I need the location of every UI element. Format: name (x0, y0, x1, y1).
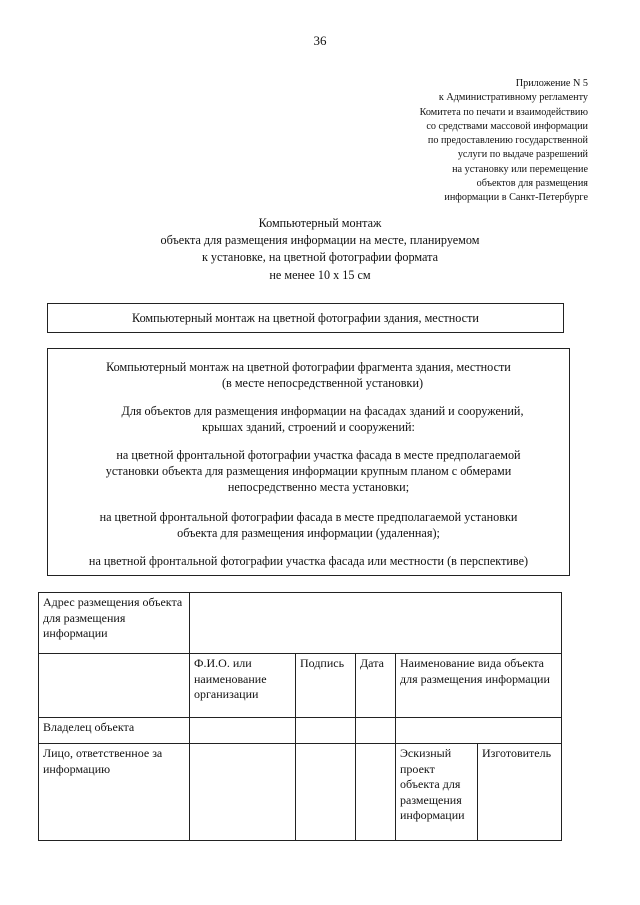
box-line: крышах зданий, строений и сооружений: (202, 420, 415, 434)
box-line: на цветной фронтальной фотографии участка фасада или местности (в перспективе) (88, 554, 529, 568)
heading-line: к установке, на цветной фотографии формата (201, 250, 439, 265)
sketch-project-label: Эскизный проект объекта для размещения информации (396, 744, 478, 841)
owner-info-table (38, 592, 562, 841)
table-row (39, 654, 562, 718)
address-label: Адрес размещения объекта для размещения информации (39, 593, 190, 654)
box-line: на цветной фронтальной фотографии участка фасада в месте предполагаемой (116, 448, 521, 462)
appendix-line: Комитета по печати и взаимодействию (419, 106, 588, 118)
box-line: объекта для размещения информации (удаленная); (177, 526, 440, 540)
appendix-line: информации в Санкт-Петербурге (444, 192, 588, 204)
owner-fio-cell[interactable] (190, 718, 296, 744)
responsible-date-cell[interactable] (356, 744, 396, 841)
signature-header: Подпись (296, 654, 356, 718)
document-heading (0, 215, 640, 284)
box-line: непосредственно места установки; (227, 480, 410, 494)
date-header: Дата (356, 654, 396, 718)
manufacturer-label: Изготовитель (478, 744, 562, 841)
fragment-photo-box (47, 348, 570, 576)
heading-line: объекта для размещения информации на месте, планируемом (160, 233, 480, 248)
table-row (39, 718, 562, 744)
appendix-line: к Административному регламенту (438, 92, 588, 104)
fio-header: Ф.И.О. или наименование организации (190, 654, 296, 718)
appendix-line: со средствами массовой информации (426, 120, 588, 132)
page-number: 36 (313, 33, 327, 48)
object-type-header: Наименование вида объекта для размещения информации (396, 654, 562, 718)
owner-signature-cell[interactable] (296, 718, 356, 744)
heading-line: не менее 10 x 15 см (269, 267, 371, 282)
heading-line: Компьютерный монтаж (258, 216, 382, 230)
box-line: установки объекта для размещения информации крупным планом с обмерами (105, 464, 512, 478)
table-row (39, 593, 562, 654)
appendix-line: на установку или перемещение (452, 163, 588, 175)
box-line: на цветной фронтальной фотографии фасада в месте предполагаемой установки (99, 510, 518, 524)
owner-date-cell[interactable] (356, 718, 396, 744)
appendix-line: по предоставлению государственной (427, 135, 588, 147)
appendix-line: услуги по выдаче разрешений (457, 149, 588, 161)
table-row (39, 744, 562, 841)
appendix-block (358, 77, 588, 206)
appendix-line: объектов для размещения (476, 178, 588, 190)
building-photo-box: Компьютерный монтаж на цветной фотографии здания, местности (47, 303, 564, 333)
box-line: Для объектов для размещения информации на фасадах зданий и сооружений, (121, 404, 524, 418)
owner-type-cell[interactable] (396, 718, 562, 744)
responsible-fio-cell[interactable] (190, 744, 296, 841)
empty-cell (39, 654, 190, 718)
responsible-label: Лицо, ответственное за информацию (39, 744, 190, 841)
box-line: (в месте непосредственной установки) (221, 376, 424, 390)
address-value-cell[interactable] (190, 593, 562, 654)
owner-label: Владелец объекта (39, 718, 190, 744)
responsible-signature-cell[interactable] (296, 744, 356, 841)
appendix-line: Приложение N 5 (515, 78, 588, 89)
box-line: Компьютерный монтаж на цветной фотографии фрагмента здания, местности (106, 360, 511, 374)
